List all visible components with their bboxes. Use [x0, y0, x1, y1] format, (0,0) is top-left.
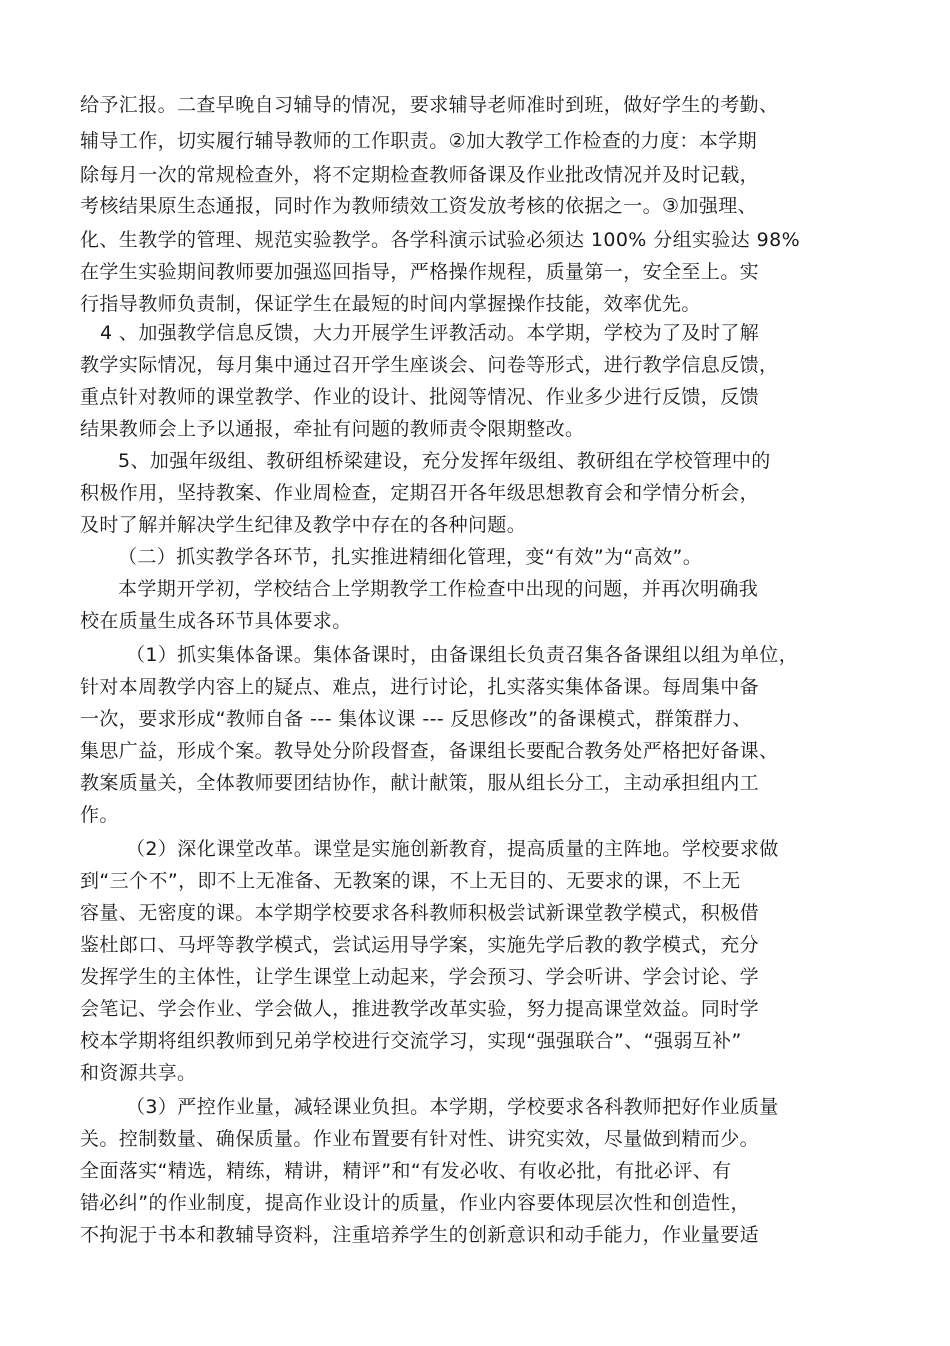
text-line: 5、加强年级组、教研组桥梁建设，充分发挥年级组、教研组在学校管理中的 [118, 450, 771, 472]
text-line: 校本学期将组织教师到兄弟学校进行交流学习，实现“强强联合”、“强弱互补” [80, 1030, 742, 1052]
text-line: 会笔记、学会作业、学会做人，推进教学改革实验，努力提高课堂效益。同时学 [80, 998, 760, 1020]
text-line: 不拘泥于书本和教辅导资料，注重培养学生的创新意识和动手能力，作业量要适 [80, 1224, 760, 1246]
text-line: 关。控制数量、确保质量。作业布置要有针对性、讲究实效，尽量做到精而少。 [80, 1128, 760, 1150]
text-line: 4 、加强教学信息反馈，大力开展学生评教活动。本学期，学校为了及时了解 [100, 322, 760, 344]
text-line: 针对本周教学内容上的疑点、难点，进行讨论，扎实落实集体备课。每周集中备 [80, 676, 760, 698]
text-line: 和资源共享。 [80, 1062, 197, 1084]
text-line: 容量、无密度的课。本学期学校要求各科教师积极尝试新课堂教学模式，积极借 [80, 902, 760, 924]
text-line: 到“三个不”，即不上无准备、无教案的课，不上无目的、无要求的课，不上无 [80, 870, 741, 892]
text-line: 给予汇报。二查早晚自习辅导的情况，要求辅导老师准时到班，做好学生的考勤、 [80, 94, 779, 116]
text-line: 本学期开学初，学校结合上学期教学工作检查中出现的问题，并再次明确我 [118, 578, 759, 600]
text-line: 积极作用，坚持教案、作业周检查，定期召开各年级思想教育会和学情分析会， [80, 482, 760, 504]
text-line: 教案质量关，全体教师要团结协作，献计献策，服从组长分工，主动承担组内工 [80, 772, 760, 794]
text-line: 发挥学生的主体性，让学生课堂上动起来，学会预习、学会听讲、学会讨论、学 [80, 966, 760, 988]
text-line: 鉴杜郎口、马坪等教学模式，尝试运用导学案，实施先学后教的教学模式，充分 [80, 934, 760, 956]
text-line: 集思广益，形成个案。教导处分阶段督查，备课组长要配合教务处严格把好备课、 [80, 740, 779, 762]
text-line: 化、生教学的管理、规范实验教学。各学科演示试验必须达 100% 分组实验达 98% [80, 229, 801, 251]
text-line: 一次，要求形成“教师自备 --- 集体议课 --- 反思修改”的备课模式，群策群力、 [80, 708, 752, 730]
text-line: 结果教师会上予以通报，牵扯有问题的教师责令限期整改。 [80, 418, 585, 440]
text-line: 全面落实“精选，精练，精讲，精评”和“有发必收、有收必批，有批必评、有 [80, 1160, 732, 1182]
text-line: 作。 [80, 804, 119, 826]
text-line: 重点针对教师的课堂教学、作业的设计、批阅等情况、作业多少进行反馈，反馈 [80, 386, 760, 408]
text-line: 除每月一次的常规检查外，将不定期检查教师备课及作业批改情况并及时记载， [80, 164, 760, 186]
text-line: （2）深化课堂改革。课堂是实施创新教育，提高质量的主阵地。学校要求做 [126, 838, 779, 860]
text-line: 在学生实验期间教师要加强巡回指导，严格操作规程，质量第一，安全至上。实 [80, 261, 760, 283]
text-line: 辅导工作，切实履行辅导教师的工作职责。②加大教学工作检查的力度：本学期 [80, 130, 758, 152]
text-line: 考核结果原生态通报，同时作为教师绩效工资发放考核的依据之一。③加强理、 [80, 195, 758, 217]
section-heading: （二）抓实教学各环节，扎实推进精细化管理，变“有效”为“高效”。 [118, 546, 703, 568]
text-line: 及时了解并解决学生纪律及教学中存在的各种问题。 [80, 514, 527, 536]
text-line: 行指导教师负责制，保证学生在最短的时间内掌握操作技能，效率优先。 [80, 293, 701, 315]
text-line: 校在质量生成各环节具体要求。 [80, 610, 352, 632]
text-line: （3）严控作业量，减轻课业负担。本学期，学校要求各科教师把好作业质量 [126, 1096, 779, 1118]
text-line: 错必纠”的作业制度，提高作业设计的质量，作业内容要体现层次性和创造性， [80, 1192, 750, 1214]
text-line: 教学实际情况，每月集中通过召开学生座谈会、问卷等形式，进行教学信息反馈， [80, 354, 779, 376]
text-line: （1）抓实集体备课。集体备课时，由备课组长负责召集各备课组以组为单位， [126, 644, 799, 666]
